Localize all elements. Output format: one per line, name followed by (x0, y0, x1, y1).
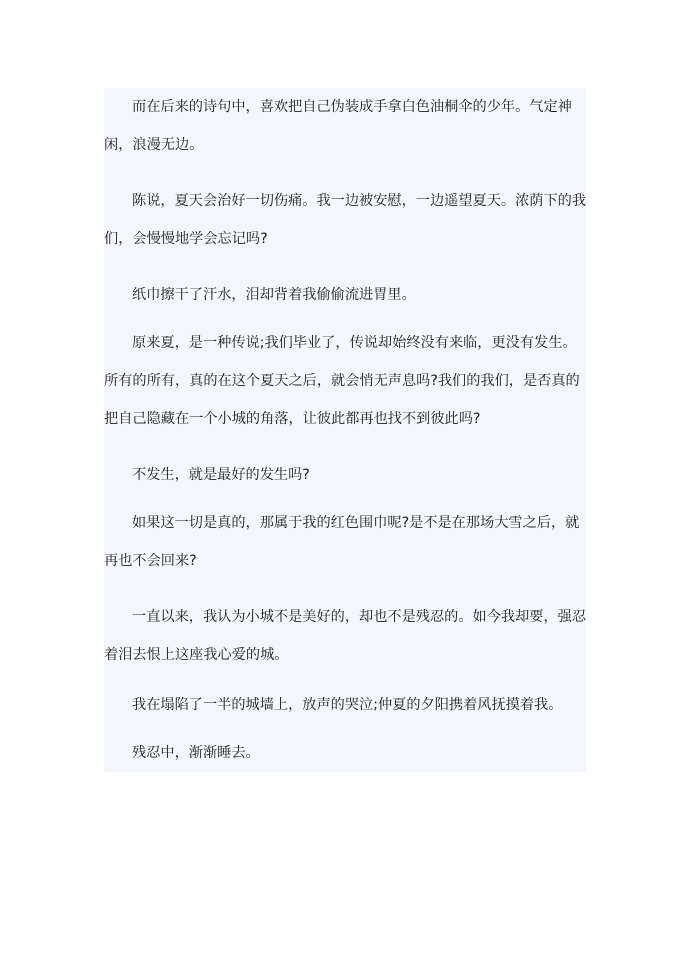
paragraph-9: 残忍中，渐渐睡去。 (132, 745, 260, 761)
paragraph-5: 不发生，就是最好的发生吗? (132, 467, 310, 483)
paragraph-1: 而在后来的诗句中，喜欢把自己伪装成手拿白色油桐伞的少年。气定神闲，浪漫无边。 (104, 99, 572, 153)
paragraph-4: 原来夏，是一种传说;我们毕业了，传说却始终没有来临，更没有发生。所有的所有，真的在这个夏天之后，就会悄无声息吗?我们的我们，是否真的把自己隐藏在一个小城的角落，让彼此都再也找不到彼此吗? (104, 335, 580, 427)
paragraph-8: 我在塌陷了一半的城墙上，放声的哭泣;仲夏的夕阳携着风抚摸着我。 (132, 697, 563, 713)
paragraph-3: 纸巾擦干了汗水，泪却背着我偷偷流进胃里。 (132, 287, 416, 303)
paragraph-6: 如果这一切是真的，那属于我的红色围巾呢?是不是在那场大雪之后，就再也不会回来? (104, 515, 580, 569)
paragraph-2: 陈说，夏天会治好一切伤痛。我一边被安慰，一边遥望夏天。浓荫下的我们，会慢慢地学会忘记吗? (104, 193, 587, 247)
paragraph-7: 一直以来，我认为小城不是美好的，却也不是残忍的。如今我却要，强忍着泪去恨上这座我心爱的城。 (104, 609, 587, 663)
